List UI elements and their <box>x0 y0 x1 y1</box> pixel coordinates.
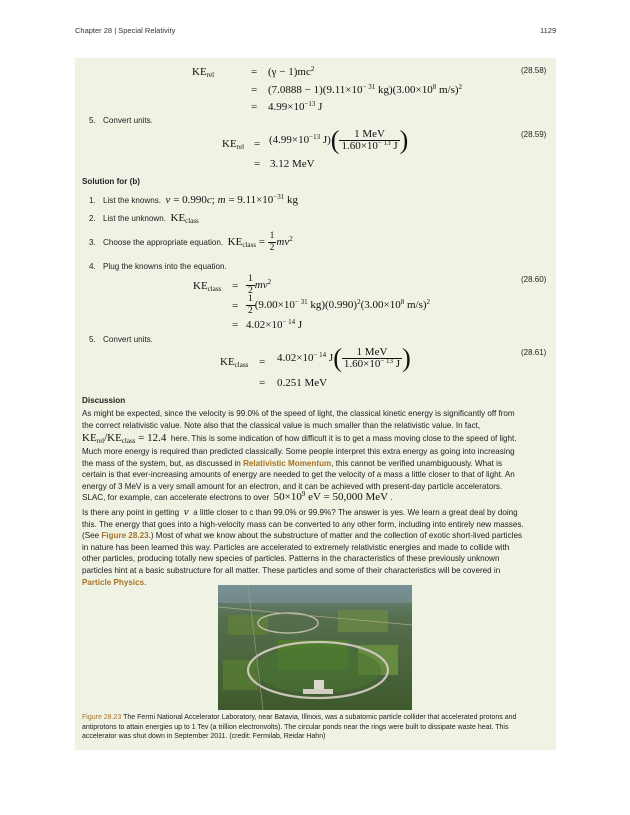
eq61-result: 0.251 MeV <box>277 377 328 389</box>
eq60-line2: $\frac{1}{2}$ ($9.00\times 10^{- 31}$ $kg)(0.990)^2(3.00\times 10^8$ m/s)$^2$ <box>248 294 431 316</box>
eq58-line2: $(7.0888 - 1)(9.11\times 10^{- 31}$ $kg)(3.00\times 10^8$ m/s)$^2$ <box>268 83 463 96</box>
discussion-paragraph-1: As might be expected, since the velocity is 99.0% of the speed of light, the classical kinetic energy is significantly off from the correct relativistic value. Note also that the classical value is much smaller than the relativistic value. In fact, $KE_{rel}/KE_{class} = 12.4$ here. This is some indication of how difficult it is to get a mass moving close to the speed of light. <box>82 409 517 446</box>
figure-caption: Figure 28.23 The Fermi National Accelerator Laboratory, near Batavia, Illinois, was a subatomic particle collider that accelerated protons and antiprotons to attain energies up to 1 Tev (a trillion electronvolts). The circular ponds near the rings were built to dissipate waste heat. This accelerator was shut down in September 2011. (credit: Fermilab, Reidar Hahn) <box>82 714 517 740</box>
figure-28-23-link[interactable]: Figure 28.23 <box>101 531 149 541</box>
eq59-expr: ($4.99\times 10^{-13}$ J)( $\frac{\text{1 MeV}}{1.60\times 10^{- 13} J}$ ) <box>269 125 409 155</box>
step-text: Convert units. <box>103 116 153 125</box>
eq60-eq3: = <box>232 319 239 331</box>
step-number: 5. <box>89 116 96 125</box>
eq58-lhs: $KE_{rel}$ <box>192 66 215 79</box>
step-text: Convert units. <box>103 335 153 344</box>
eq60-eq2: = <box>232 300 239 312</box>
eq58-eq3: = <box>251 101 258 113</box>
fermilab-aerial-photo <box>218 585 412 710</box>
step-text: List the unknown. $KE_{class}$ <box>103 212 199 225</box>
chapter-header: Chapter 28 | Special Relativity <box>75 26 176 35</box>
eq59-numerator: 1 MeV <box>339 129 399 141</box>
eq59-number: (28.59) <box>521 130 547 139</box>
step-text: Choose the appropriate equation. $KE_{class}$ = $\frac{1}{2}$ $mv^2$ <box>103 231 293 253</box>
relativistic-momentum-link[interactable]: Relativistic Momentum <box>243 458 332 468</box>
eq60-line1: $\frac{1}{2}$ $mv^2$ <box>248 274 272 296</box>
step-number: 4. <box>89 262 96 271</box>
step-number: 1. <box>89 196 96 205</box>
eq59-eq2: = <box>254 158 261 170</box>
eq58-line3: $4.99\times 10^{-13}$ J <box>268 100 323 113</box>
step-number: 3. <box>89 238 96 247</box>
eq58-eq2: = <box>251 84 258 96</box>
eq59-denominator: $1.60\times 10^{- 13}$ J <box>341 139 398 152</box>
solution-b-heading: Solution for (b) <box>82 177 140 186</box>
eq61-denominator: $1.60\times 10^{- 13}$ J <box>343 357 401 370</box>
eq59-result: 3.12 MeV <box>270 158 315 170</box>
discussion-paragraph-3: Is there any point in getting v a little closer to c than 99.0% or 99.9%? The answer is yes. We learn a great deal by doing this. The energy that goes into a high-velocity mass can be converted to any other form, including into entirely new masses. (See Figure 28.23.) Most of what we know about the substructure of matter and the collection of exotic short-lived particles in nature has been learned this way. Particles are accelerated to extremely relativistic energies and made to collide with other particles, producing totally new species of particles. Patterns in the characteristics of these previously unknown particles hint at a basic substructure for all matter. These particles and some of their characteristics will be covered in Particle Physics. <box>82 506 524 587</box>
step-text: Plug the knowns into the equation. <box>103 262 227 271</box>
eq59-eq1: = <box>254 138 261 150</box>
particle-physics-link[interactable]: Particle Physics <box>82 577 145 587</box>
discussion-paragraph-2: Much more energy is required than predicted classically. Some people interpret this extra energy as going into increasing the mass of the system, but, as discussed in Relativistic Momentum, this cannot be verified unambiguously. What is certain is that ever-increasing amounts of energy are needed to get the velocity of a mass a little closer to that of light. An energy of 3 MeV is a very small amount for an electron, and it can be achieved with present-day particle accelerators. SLAC, for example, can accelerate electrons to over $50\times 10^9$ eV = 50,000 MeV . <box>82 447 515 504</box>
discussion-heading: Discussion <box>82 396 126 405</box>
eq58-number: (28.58) <box>521 66 547 75</box>
eq60-line3: $4.02\times 10^{- 14}$ J <box>246 318 303 331</box>
eq61-lhs: $KE_{class}$ <box>220 356 249 369</box>
eq60-number: (28.60) <box>521 275 547 284</box>
eq58-eq1: = <box>251 66 258 78</box>
step-number: 5. <box>89 335 96 344</box>
eq59-lhs: $KE_{rel}$ <box>222 138 245 151</box>
step-text: List the knowns. v = 0.990c; $m = 9.11\times 10^{-31}$ kg <box>103 193 299 206</box>
figure-label: Figure 28.23 <box>82 714 122 721</box>
eq61-numerator: 1 MeV <box>342 347 402 359</box>
page-number: 1129 <box>540 26 557 35</box>
eq60-eq1: = <box>232 280 239 292</box>
eq61-eq2: = <box>259 377 266 389</box>
eq60-lhs: $KE_{class}$ <box>193 280 222 293</box>
eq58-line1: $(\gamma - 1)mc^2$ <box>268 65 315 78</box>
eq61-eq1: = <box>259 356 266 368</box>
eq61-expr: $4.02\times 10^{- 14}$ J( $\frac{\text{1 MeV}}{1.60\times 10^{- 13} J}$ ) <box>277 343 411 373</box>
step-number: 2. <box>89 214 96 223</box>
eq61-number: (28.61) <box>521 348 547 357</box>
